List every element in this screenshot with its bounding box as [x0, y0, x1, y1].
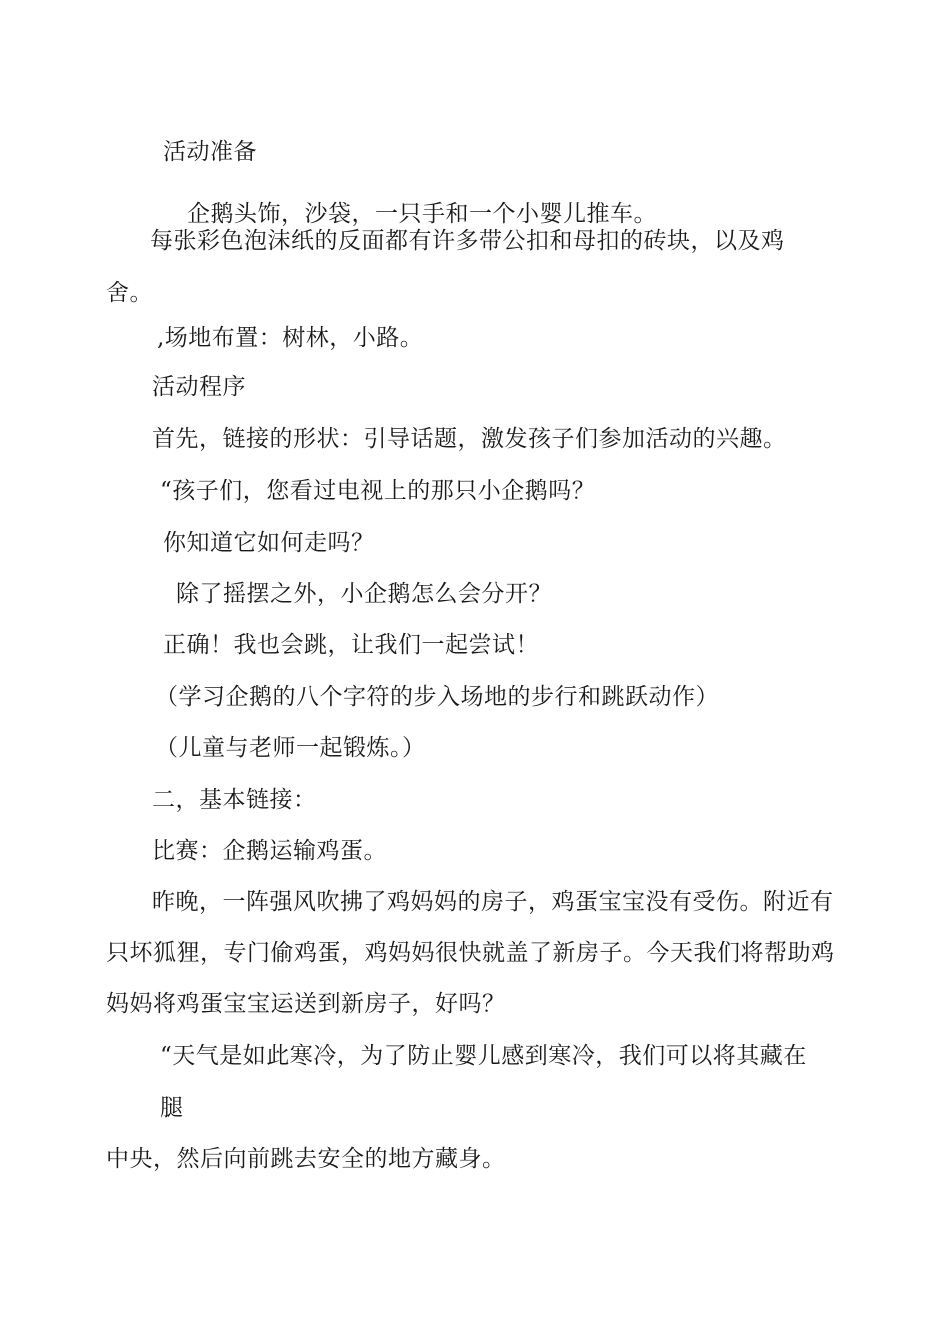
prep-item-2-line-1: 每张彩色泡沫纸的反面都有许多带公扣和母扣的砖块，以及鸡	[150, 228, 785, 254]
question-2: 你知道它如何走吗？	[163, 530, 375, 556]
prep-item-2-line-2: 舍。	[106, 280, 153, 306]
quote-line-2: 腿	[160, 1095, 184, 1121]
game-title: 比赛：企鹅运输鸡蛋。	[152, 838, 387, 864]
note-1: （学习企鹅的八个字符的步入场地的步行和跳跃动作）	[155, 684, 719, 710]
prep-item-1: 企鹅头饰，沙袋，一只手和一个小婴儿推车。	[187, 201, 657, 227]
story-line-1: 昨晚，一阵强风吹拂了鸡妈妈的房子，鸡蛋宝宝没有受伤。附近有	[152, 889, 834, 915]
question-3: 除了摇摆之外，小企鹅怎么会分开？	[176, 581, 552, 607]
quote-line-3: 中央，然后向前跳去安全的地方藏身。	[106, 1146, 506, 1172]
question-1: “孩子们，您看过电视上的那只小企鹅吗？	[160, 478, 596, 504]
quote-line-1: “天气是如此寒冷，为了防止婴儿感到寒冷，我们可以将其藏在	[160, 1043, 807, 1069]
story-line-2: 只坏狐狸，专门偷鸡蛋，鸡妈妈很快就盖了新房子。今天我们将帮助鸡	[106, 940, 835, 966]
note-2: （儿童与老师一起锻炼。）	[155, 735, 426, 761]
venue-setup: ,场地布置：树林，小路。	[157, 325, 424, 351]
section-prep-title: 活动准备	[163, 139, 257, 165]
story-line-3: 妈妈将鸡蛋宝宝运送到新房子，好吗？	[106, 991, 506, 1017]
section-proc-title: 活动程序	[152, 374, 246, 400]
step-2: 二，基本链接：	[152, 787, 317, 813]
answer-1: 正确！我也会跳，让我们一起尝试！	[163, 632, 539, 658]
step-1: 首先，链接的形状：引导话题，激发孩子们参加活动的兴趣。	[152, 426, 787, 452]
